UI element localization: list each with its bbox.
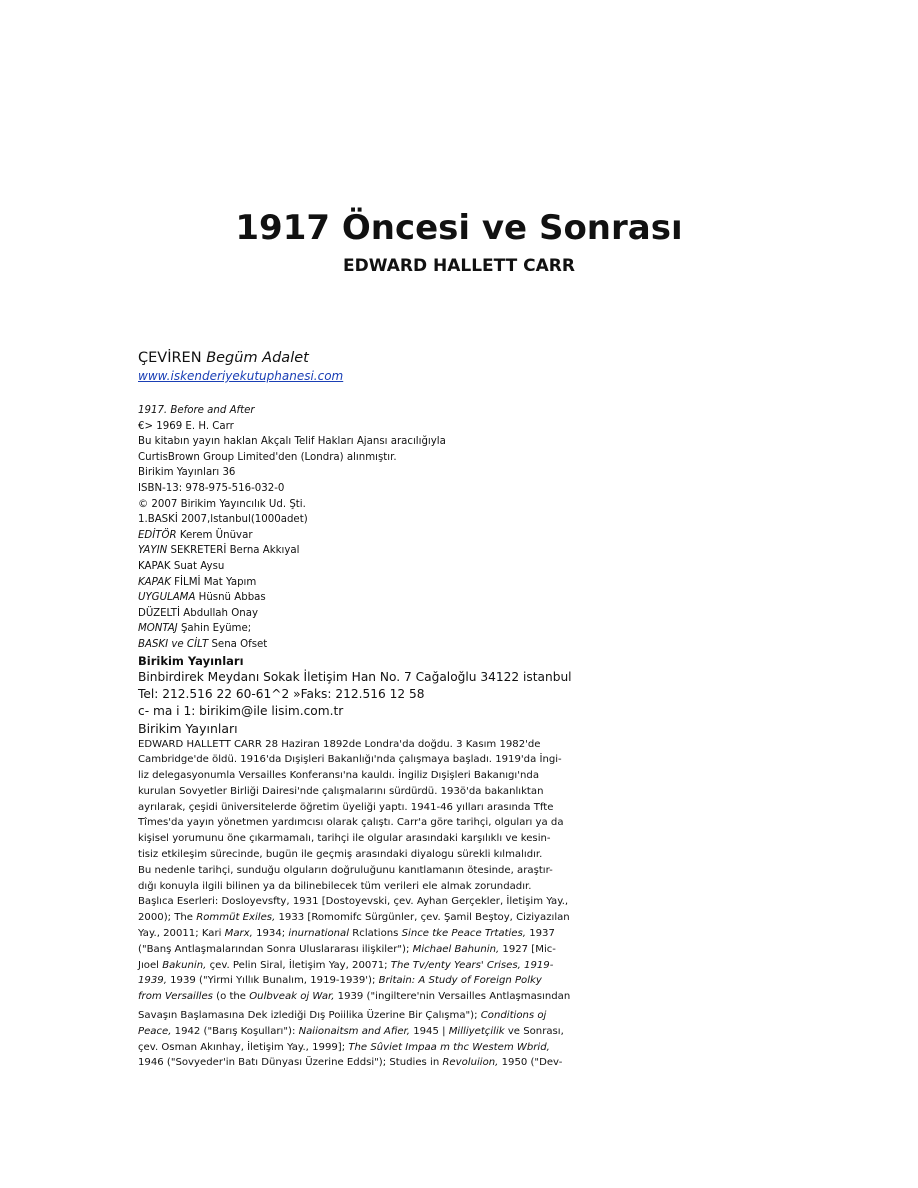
- works-line: [138, 1055, 658, 1071]
- copyright-publisher: © 2007 Birikim Yayıncılık Ud. Şti.: [138, 498, 306, 510]
- works-text: Oulbveak oj War,: [249, 991, 335, 1003]
- works-line: [138, 942, 658, 958]
- translator-label: ÇEVİREN: [138, 350, 202, 366]
- bio-line: ayrılarak, çeşidi üniversitelerde öğretim üyeliği yaptı. 1941-46 yılları arasında Tfte: [138, 801, 554, 813]
- isbn: ISBN-13: 978-975-516-032-0: [138, 482, 285, 494]
- series-number: Birikim Yayınları 36: [138, 467, 236, 479]
- works-text: 1927 [Mic-: [499, 943, 556, 955]
- colophon: [138, 403, 658, 653]
- publisher-heading: Birikim Yayınları: [138, 653, 244, 668]
- works-text: Milliyetçilik: [448, 1025, 505, 1037]
- works-line: [138, 1040, 658, 1056]
- book-title: 1917 Öncesi ve Sonrası: [235, 208, 683, 248]
- credit-role: YAYIN: [138, 545, 168, 557]
- website-link[interactable]: www.iskenderiyekutuphanesi.com: [138, 369, 344, 383]
- works-text: 1945 |: [410, 1025, 449, 1037]
- credit-person: Sena Ofset: [208, 638, 268, 650]
- credit-person: Suat Aysu: [170, 560, 225, 572]
- works-text: Michael Bahunin,: [412, 943, 500, 955]
- works-text: 1939 ("ingiltere'nin Versailles Antlaşmasından: [334, 991, 571, 1003]
- works-line: [138, 1024, 658, 1040]
- works-text: Conditions oj: [480, 1010, 547, 1022]
- works-text: Marx,: [224, 928, 253, 940]
- credit-line: [138, 590, 658, 606]
- works-text: Jıoel: [138, 959, 163, 971]
- works-text: Savaşın Başlamasına Dek izlediği Dış Poiilika Üzerine Bir Çalışma");: [138, 1010, 481, 1022]
- rights-line: CurtisBrown Group Limited'den (Londra) alınmıştır.: [138, 451, 397, 463]
- edition-info: 1.BASKİ 2007,lstanbul(1000adet): [138, 514, 308, 526]
- credit-role: EDİTÖR: [138, 529, 177, 541]
- bio-line: tisiz etkileşim sürecinde, bugün ile geçmiş arasındaki diyalogu sürekli kılmalıdır.: [138, 849, 543, 861]
- works-text: from Versailles: [138, 991, 213, 1003]
- author-bio: [138, 737, 658, 895]
- works-text: ("Banş Antlaşmalarından Sonra Uluslararası ilişkiler");: [138, 943, 413, 955]
- credit-person: SEKRETERİ Berna Akkıyal: [167, 545, 300, 557]
- works-text: 1933 [Romomifc Sürgünler, çev. Şamil Beştoy, Ciziyazılan: [275, 912, 570, 924]
- works-text: inurnational: [288, 928, 350, 940]
- works-text: Başlıca Eserleri: Dosloyevsfty, 1931 [Dostoyevski, çev. Ayhan Gerçekler, İletişim Yay.,: [138, 896, 569, 908]
- publisher-email: c- ma i 1: birikim@ile lisim.com.tr: [138, 703, 344, 718]
- credit-role: DÜZELTİ: [138, 607, 181, 619]
- credit-role: BASKI ve CİLT: [138, 638, 209, 650]
- bio-line: Cambridge'de öldü. 1916'da Dışişleri Bakanlığı'nda çalışmaya başladı. 1919'da İngi-: [138, 754, 562, 766]
- credit-line: [138, 606, 658, 622]
- works-line: [138, 926, 658, 942]
- works-text: 2000); The: [138, 912, 197, 924]
- works-text: 1942 ("Barış Koşulları"):: [171, 1025, 299, 1037]
- works-text: Bakunin,: [162, 959, 207, 971]
- credit-person: Hüsnü Abbas: [195, 592, 266, 604]
- credit-role: KAPAK: [138, 560, 171, 572]
- works-text: Rommüt Exiles,: [196, 912, 276, 924]
- book-author: EDWARD HALLETT CARR: [343, 256, 575, 276]
- credit-person: Abdullah Onay: [180, 607, 258, 619]
- translator-line: [138, 348, 658, 368]
- copyright-original: €> 1969 E. H. Carr: [138, 420, 234, 432]
- author-works: [138, 894, 658, 1071]
- bio-line: liz delegasyonumla Versailles Konferansı'na kauldı. İngiliz Dışişleri Bakanıgı'nda: [138, 770, 540, 782]
- bio-line: dığı konuyla ilgili bilinen ya da bilinebilecek tüm verileri ele almak zorundadır.: [138, 880, 532, 892]
- works-text: 1939 ("Yirmi Yıllık Bunalım, 1919-1939');: [166, 975, 379, 987]
- credit-person: Kerem Ünüvar: [176, 529, 253, 541]
- rights-line: Bu kitabın yayın haklan Akçalı Telif Hakları Ajansı aracılığıyla: [138, 436, 446, 448]
- bio-line: kurulan Sovyetler Birliği Dairesi'nde çalışmalarını sürdürdü. 193ö'da bakanlıktan: [138, 785, 544, 797]
- works-text: çev. Osman Akınhay, İletişim Yay., 1999];: [138, 1041, 349, 1053]
- publisher-phone: Tel: 212.516 22 60-61^2 »Faks: 212.516 12 58: [138, 686, 425, 701]
- credit-line: [138, 543, 658, 559]
- bio-line: Bu nedenle tarihçi, sunduğu olguların doğruluğunu kanıtlamanın ötesinde, araştır-: [138, 864, 553, 876]
- original-title: 1917. Before and After: [138, 405, 255, 416]
- works-text: çev. Pelin Siral, İletişim Yay, 20071;: [206, 959, 391, 971]
- works-text: Yay., 20011; Kari: [138, 928, 225, 940]
- credit-role: UYGULAMA: [138, 592, 196, 604]
- works-text: Britain: A Study of Foreign Polky: [378, 975, 542, 987]
- credit-line: [138, 575, 658, 591]
- works-text: 1934;: [252, 928, 289, 940]
- credit-line: [138, 637, 658, 653]
- works-line: [138, 958, 658, 974]
- bio-line: Tîmes'da yayın yönetmen yardımcısı olarak çalıştı. Carr'a göre tarihçi, olguları ya da: [138, 817, 564, 829]
- works-text: Rclations: [349, 928, 402, 940]
- credit-role: MONTAJ: [138, 623, 178, 635]
- works-text: 1937: [526, 928, 555, 940]
- works-text: The Tv/enty Years' Crises, 1919-: [390, 959, 554, 971]
- works-line: [138, 1008, 658, 1024]
- works-text: ve Sonrası,: [504, 1025, 564, 1037]
- works-line: [138, 973, 658, 989]
- credit-person: Şahin Eyüme;: [177, 623, 252, 635]
- bio-line: kişisel yorumunu öne çıkarmamalı, tarihçi ile olgular arasındaki karşılıklı ve kesin-: [138, 833, 551, 845]
- works-text: 1950 ("Dev-: [498, 1057, 563, 1069]
- credit-line: [138, 528, 658, 544]
- works-text: Peace,: [138, 1025, 172, 1037]
- credits-list: [138, 528, 658, 653]
- bio-heading: Birikim Yayınları: [138, 720, 238, 736]
- works-line: [138, 910, 658, 926]
- works-text: (o the: [212, 991, 250, 1003]
- bio-line: EDWARD HALLETT CARR 28 Haziran 1892de Londra'da doğdu. 3 Kasım 1982'de: [138, 738, 541, 750]
- works-text: 1946 ("Sovyeder'in Batı Dünyası Üzerine Eddsi"); Studies in: [138, 1057, 443, 1069]
- credit-line: [138, 621, 658, 637]
- credit-person: FİLMİ Mat Yapım: [170, 576, 257, 588]
- publisher-address: Binbirdirek Meydanı Sokak İletişim Han No. 7 Cağaloğlu 34122 istanbul: [138, 669, 572, 684]
- credit-line: [138, 559, 658, 575]
- works-text: Since tke Peace Trtaties,: [401, 928, 526, 940]
- works-text: Naiionaitsm and Afier,: [298, 1025, 410, 1037]
- works-line: [138, 894, 658, 910]
- works-text: The Sûviet Impaa m thc Westem Wbrid,: [348, 1041, 550, 1053]
- works-text: 1939,: [138, 975, 167, 987]
- works-line: [138, 989, 658, 1005]
- credit-role: KAPAK: [138, 576, 171, 588]
- translator-name: Begüm Adalet: [206, 350, 309, 366]
- front-matter: [138, 348, 658, 1071]
- works-text: Revoluiion,: [442, 1057, 499, 1069]
